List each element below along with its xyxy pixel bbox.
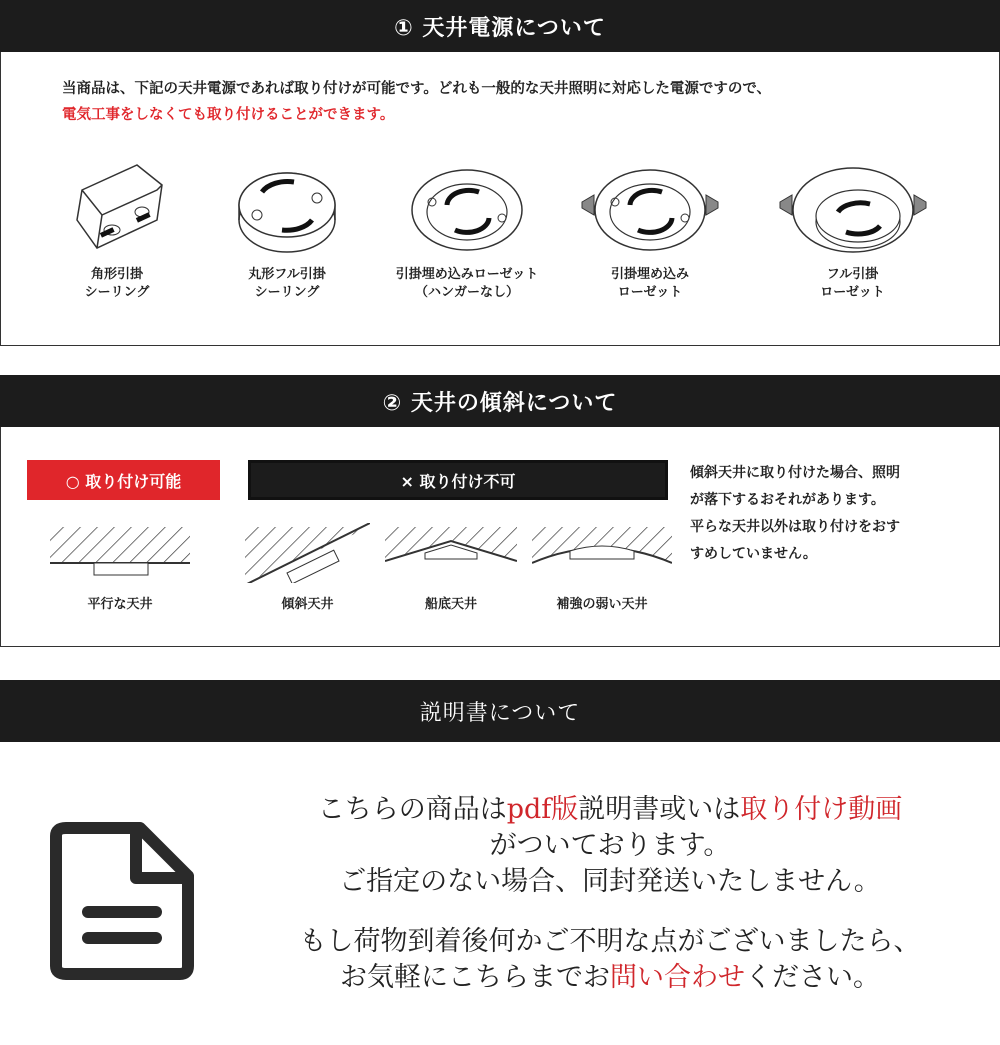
ceiling-label-vaulted: 船底天井 bbox=[424, 597, 477, 612]
section1-header bbox=[0, 0, 1000, 52]
mountable-label: ○ 取り付け可能 bbox=[65, 471, 182, 491]
fixture-full-hook-rosette bbox=[775, 160, 930, 302]
warning-line-4: すめしていません。 bbox=[690, 546, 817, 562]
fixture-label-2b: シーリング bbox=[254, 285, 320, 300]
ceiling-weak bbox=[532, 523, 672, 612]
fixture-embedded-rosette-nohanger bbox=[382, 160, 552, 302]
ceiling-flat bbox=[50, 523, 190, 612]
fixture-label-5a: フル引掛 bbox=[826, 267, 879, 282]
ceiling-vaulted bbox=[385, 523, 517, 612]
fixture-round-ceiling bbox=[222, 160, 352, 302]
install-video-highlight: 取り付け動画 bbox=[740, 794, 903, 825]
manual-line-4: もし荷物到着後何かご不明な点がございましたら、 bbox=[299, 926, 921, 957]
fixture-label-3b: （ハンガーなし） bbox=[414, 285, 519, 300]
fixture-embedded-rosette bbox=[575, 160, 725, 302]
warning-line-2: が落下するおそれがあります。 bbox=[690, 492, 885, 508]
manual-line-5 bbox=[230, 960, 990, 996]
fixture-label-4b: ローゼット bbox=[617, 285, 683, 300]
manual-l5c: ください。 bbox=[745, 962, 880, 993]
warning-line-1: 傾斜天井に取り付けた場合、照明 bbox=[690, 465, 900, 481]
not-mountable-badge bbox=[248, 460, 668, 500]
section3-title: 説明書について bbox=[419, 700, 581, 726]
manual-notice bbox=[230, 792, 990, 996]
round-ceiling-hook-icon bbox=[232, 160, 342, 260]
document-icon bbox=[48, 820, 196, 980]
section3-header bbox=[0, 680, 1000, 742]
warning-line-3: 平らな天井以外は取り付けをおす bbox=[690, 519, 900, 535]
weak-ceiling-diagram bbox=[532, 523, 672, 583]
full-hook-rosette-icon bbox=[778, 160, 928, 260]
square-ceiling-hook-icon bbox=[62, 160, 172, 260]
fixture-label-1a: 角形引掛 bbox=[90, 267, 143, 282]
embedded-rosette-no-hanger-icon bbox=[407, 160, 527, 260]
fixture-label-3a: 引掛埋め込みローゼット bbox=[395, 267, 539, 282]
manual-line-3: ご指定のない場合、同封発送いたしません。 bbox=[339, 866, 881, 897]
mountable-badge bbox=[27, 460, 220, 500]
ceiling-label-weak: 補強の弱い天井 bbox=[556, 597, 648, 612]
ceiling-label-sloped: 傾斜天井 bbox=[281, 597, 334, 612]
not-mountable-label: × 取り付け不可 bbox=[400, 471, 516, 491]
ceiling-label-flat: 平行な天井 bbox=[87, 597, 153, 612]
section2-header bbox=[0, 375, 1000, 427]
section1-intro bbox=[62, 76, 771, 128]
fixture-square-ceiling bbox=[52, 160, 182, 302]
manual-l5a: お気軽にこちらまでお bbox=[340, 962, 610, 993]
manual-l1a: こちらの商品は bbox=[317, 794, 507, 825]
section1-title: ① 天井電源について bbox=[394, 15, 606, 41]
manual-line-2: がついております。 bbox=[489, 830, 731, 861]
slope-warning bbox=[690, 460, 980, 568]
fixture-label-1b: シーリング bbox=[84, 285, 150, 300]
fixture-label-5b: ローゼット bbox=[820, 285, 885, 300]
ceiling-sloped bbox=[245, 523, 370, 612]
manual-gap bbox=[230, 900, 990, 924]
manual-l1c: 説明書或いは bbox=[578, 794, 741, 825]
inquiry-highlight: 問い合わせ bbox=[610, 962, 745, 993]
intro-line2-highlight: 電気工事をしなくても取り付けることができます。 bbox=[62, 107, 395, 123]
flat-ceiling-diagram bbox=[50, 523, 190, 583]
manual-line-1 bbox=[230, 792, 990, 828]
sloped-ceiling-diagram bbox=[245, 523, 370, 583]
intro-line1: 当商品は、下記の天井電源であれば取り付けが可能です。どれも一般的な天井照明に対応した電源ですので、 bbox=[62, 81, 772, 97]
fixture-label-2a: 丸形フル引掛 bbox=[248, 267, 326, 282]
vaulted-ceiling-diagram bbox=[385, 523, 517, 583]
section2-title: ② 天井の傾斜について bbox=[382, 390, 618, 416]
embedded-rosette-icon bbox=[580, 160, 720, 260]
fixture-label-4a: 引掛埋め込み bbox=[610, 267, 689, 282]
pdf-version-highlight: pdf版 bbox=[506, 794, 579, 825]
